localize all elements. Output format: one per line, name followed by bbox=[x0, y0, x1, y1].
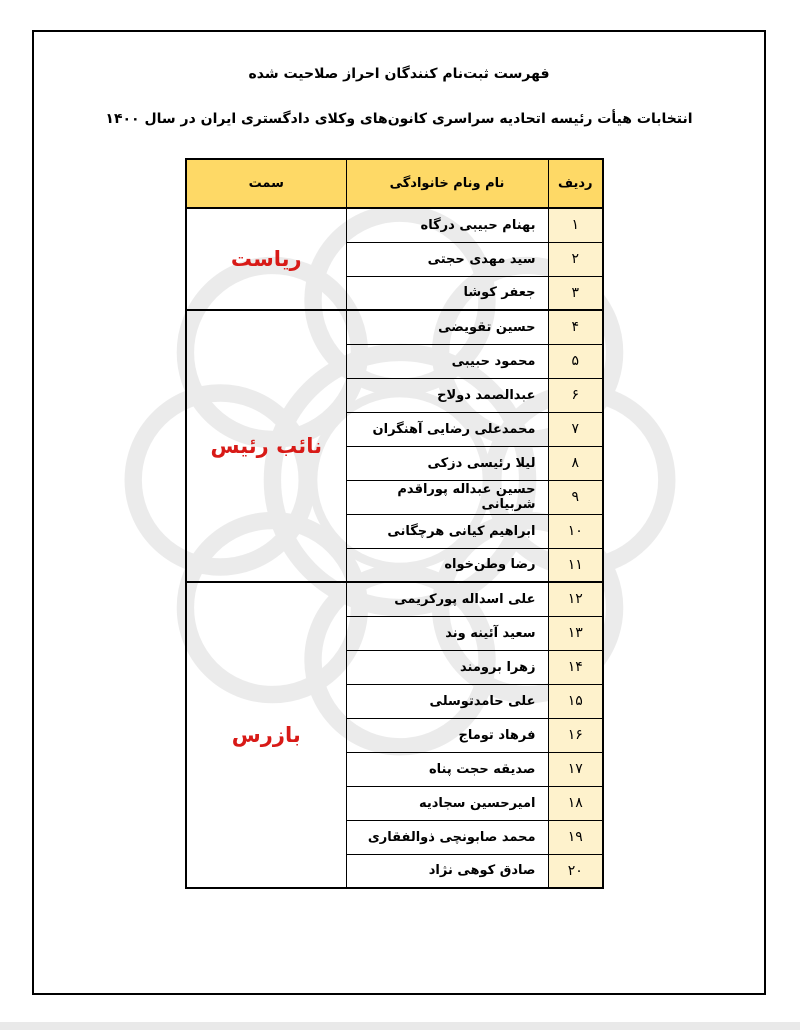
candidate-name: لیلا رئیسی دزکی bbox=[346, 446, 548, 480]
candidate-name: محمود حبیبی bbox=[346, 344, 548, 378]
candidate-name: رضا وطن‌خواه bbox=[346, 548, 548, 582]
row-number: ۱۵ bbox=[548, 684, 603, 718]
row-number: ۱۳ bbox=[548, 616, 603, 650]
row-number: ۱۹ bbox=[548, 820, 603, 854]
row-number: ۲۰ bbox=[548, 854, 603, 888]
row-number: ۱۸ bbox=[548, 786, 603, 820]
candidate-name: علی حامدتوسلی bbox=[346, 684, 548, 718]
position-label: بازرس bbox=[186, 582, 346, 888]
candidate-name: امیرحسین سجادیه bbox=[346, 786, 548, 820]
row-number: ۱۰ bbox=[548, 514, 603, 548]
candidate-name: فرهاد توماج bbox=[346, 718, 548, 752]
table-header-row bbox=[186, 159, 603, 208]
candidate-name: صادق کوهی نژاد bbox=[346, 854, 548, 888]
row-number: ۶ bbox=[548, 378, 603, 412]
row-number: ۱۲ bbox=[548, 582, 603, 616]
row-number: ۷ bbox=[548, 412, 603, 446]
table-row bbox=[186, 208, 603, 242]
document-title: فهرست ثبت‌نام کنندگان احراز صلاحیت شده bbox=[248, 66, 550, 82]
header-position: سمت bbox=[186, 159, 346, 208]
row-number: ۵ bbox=[548, 344, 603, 378]
header-row-number: ردیف bbox=[548, 159, 603, 208]
row-number: ۹ bbox=[548, 480, 603, 514]
row-number: ۱۷ bbox=[548, 752, 603, 786]
candidates-table bbox=[185, 158, 604, 889]
candidate-name: محمد صابونچی ذوالفقاری bbox=[346, 820, 548, 854]
row-number: ۱ bbox=[548, 208, 603, 242]
row-number: ۱۱ bbox=[548, 548, 603, 582]
row-number: ۱۴ bbox=[548, 650, 603, 684]
position-label: نائب رئیس bbox=[186, 310, 346, 582]
table-row bbox=[186, 310, 603, 344]
candidate-name: محمدعلی رضایی آهنگران bbox=[346, 412, 548, 446]
row-number: ۱۶ bbox=[548, 718, 603, 752]
candidate-name: حسین تقویضی bbox=[346, 310, 548, 344]
candidate-name: جعفر کوشا bbox=[346, 276, 548, 310]
row-number: ۸ bbox=[548, 446, 603, 480]
row-number: ۳ bbox=[548, 276, 603, 310]
candidate-name: زهرا برومند bbox=[346, 650, 548, 684]
candidate-name: حسین عبداله پوراقدم شربیانی bbox=[346, 480, 548, 514]
row-number: ۲ bbox=[548, 242, 603, 276]
table-row bbox=[186, 582, 603, 616]
candidate-name: سید مهدی حجتی bbox=[346, 242, 548, 276]
row-number: ۴ bbox=[548, 310, 603, 344]
candidate-name: ابراهیم کیانی هرچگانی bbox=[346, 514, 548, 548]
candidate-name: بهنام حبیبی درگاه bbox=[346, 208, 548, 242]
scan-edge bbox=[0, 1022, 800, 1030]
header-name: نام ونام خانوادگی bbox=[346, 159, 548, 208]
candidate-name: عبدالصمد دولاح bbox=[346, 378, 548, 412]
position-label: ریاست bbox=[186, 208, 346, 310]
candidate-name: سعید آئینه وند bbox=[346, 616, 548, 650]
candidate-name: علی اسداله پورکریمی bbox=[346, 582, 548, 616]
document-subtitle: انتخابات هیأت رئیسه اتحادیه سراسری کانون‌های وکلای دادگستری ایران در سال ۱۴۰۰ bbox=[105, 111, 693, 127]
candidate-name: صدیقه حجت پناه bbox=[346, 752, 548, 786]
